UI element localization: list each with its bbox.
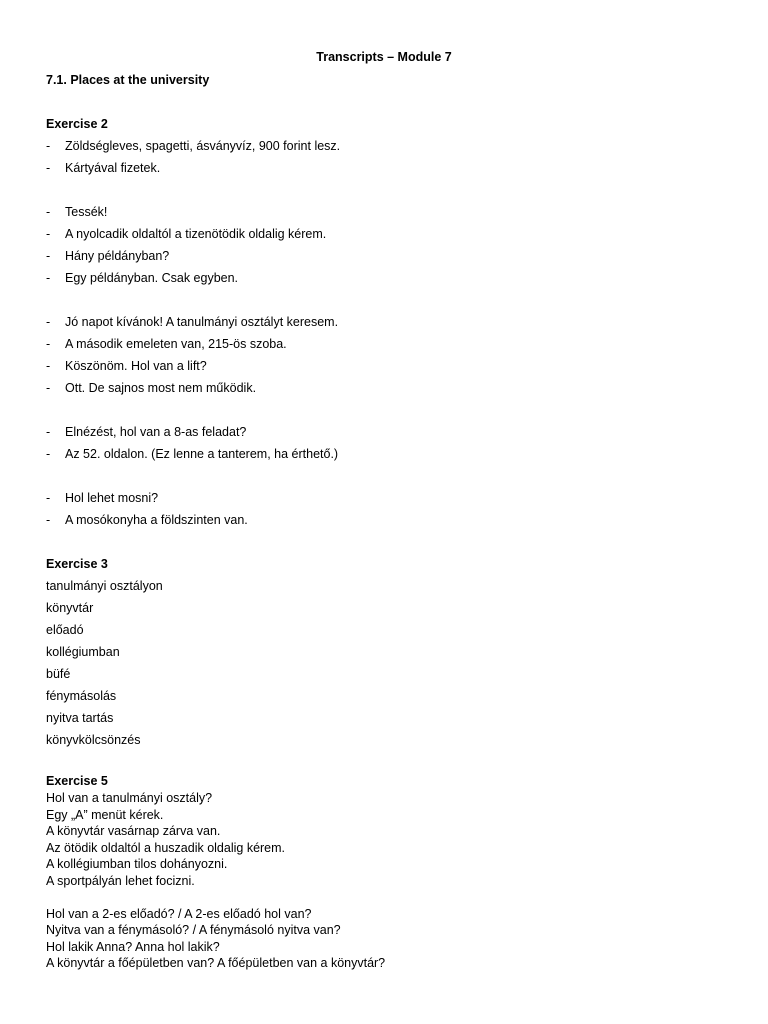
sentence-item: Egy „A” menüt kérek. [46,807,164,822]
dialogue-text: Zöldségleves, spagetti, ásványvíz, 900 forint lesz. [65,139,341,153]
dash-bullet: - [46,205,51,219]
dialogue-line [46,157,726,179]
spacer [46,91,726,113]
dialogue-text: Ott. De sajnos most nem működik. [65,381,257,395]
dialogue-text: Elnézést, hol van a 8-as feladat? [65,425,247,439]
dialogue-line [46,245,726,267]
question-item: Hol van a 2-es előadó? / A 2-es előadó hol van? [46,906,312,921]
exercise-2-heading: Exercise 2 [46,117,108,131]
dialogue-text: A második emeleten van, 215-ös szoba. [65,337,287,351]
word-item: könyvtár [46,601,94,615]
document-page [46,47,726,972]
dash-bullet: - [46,337,51,351]
dash-bullet: - [46,227,51,241]
sentence-item: Hol van a tanulmányi osztály? [46,791,213,805]
question-item: Nyitva van a fénymásoló? / A fénymásoló nyitva van? [46,923,341,937]
dash-bullet: - [46,447,51,461]
dialogue-text: Tessék! [65,205,108,219]
dash-bullet: - [46,139,51,153]
dialogue-line [46,355,726,377]
spacer [46,399,726,421]
dialogue-text: Jó napot kívánok! A tanulmányi osztályt keresem. [65,315,339,329]
question-item: Hol lakik Anna? Anna hol lakik? [46,939,220,954]
dialogue-line [46,487,726,509]
sentence-item: A sportpályán lehet focizni. [46,873,195,888]
sentence-item: A kollégiumban tilos dohányozni. [46,857,228,871]
sentence-item: Az ötödik oldaltól a huszadik oldalig kérem. [46,840,286,855]
document-title: Transcripts – Module 7 [316,50,452,64]
dialogue-line [46,443,726,465]
dialogue-line [46,223,726,245]
dash-bullet: - [46,359,51,373]
dialogue-line [46,333,726,355]
dialogue-text: Kártyával fizetek. [65,161,161,175]
spacer [46,179,726,201]
dash-bullet: - [46,271,51,285]
word-item: nyitva tartás [46,711,114,725]
dialogue-text: Köszönöm. Hol van a lift? [65,359,207,373]
sentence-item: A könyvtár vasárnap zárva van. [46,824,221,838]
dialogue-line [46,135,726,157]
spacer [46,289,726,311]
word-item: tanulmányi osztályon [46,579,163,593]
dialogue-line [46,377,726,399]
dash-bullet: - [46,315,51,329]
word-item: kollégiumban [46,645,120,659]
dialogue-line [46,311,726,333]
dash-bullet: - [46,425,51,439]
word-item: büfé [46,667,71,681]
dash-bullet: - [46,513,51,527]
dialogue-text: Hol lehet mosni? [65,491,159,505]
word-item: fénymásolás [46,689,117,703]
spacer [46,889,726,906]
spacer [46,465,726,487]
dash-bullet: - [46,249,51,263]
dialogue-text: A mosókonyha a földszinten van. [65,513,248,527]
dialogue-line [46,267,726,289]
spacer [46,531,726,553]
dash-bullet: - [46,161,51,175]
dialogue-text: Hány példányban? [65,249,170,263]
question-item: A könyvtár a főépületben van? A főépületben van a könyvtár? [46,956,386,970]
dialogue-line [46,201,726,223]
section-title: 7.1. Places at the university [46,73,210,87]
word-item: könyvkölcsönzés [46,733,141,747]
dialogue-text: Egy példányban. Csak egyben. [65,271,239,285]
dash-bullet: - [46,381,51,395]
dialogue-line [46,421,726,443]
word-item: előadó [46,623,84,637]
exercise-3-heading: Exercise 3 [46,557,108,571]
dash-bullet: - [46,491,51,505]
exercise-5-heading: Exercise 5 [46,774,108,788]
dialogue-text: A nyolcadik oldaltól a tizenötödik oldalig kérem. [65,227,327,241]
dialogue-line [46,509,726,531]
spacer [46,751,726,773]
dialogue-text: Az 52. oldalon. (Ez lenne a tanterem, ha érthető.) [65,447,339,461]
